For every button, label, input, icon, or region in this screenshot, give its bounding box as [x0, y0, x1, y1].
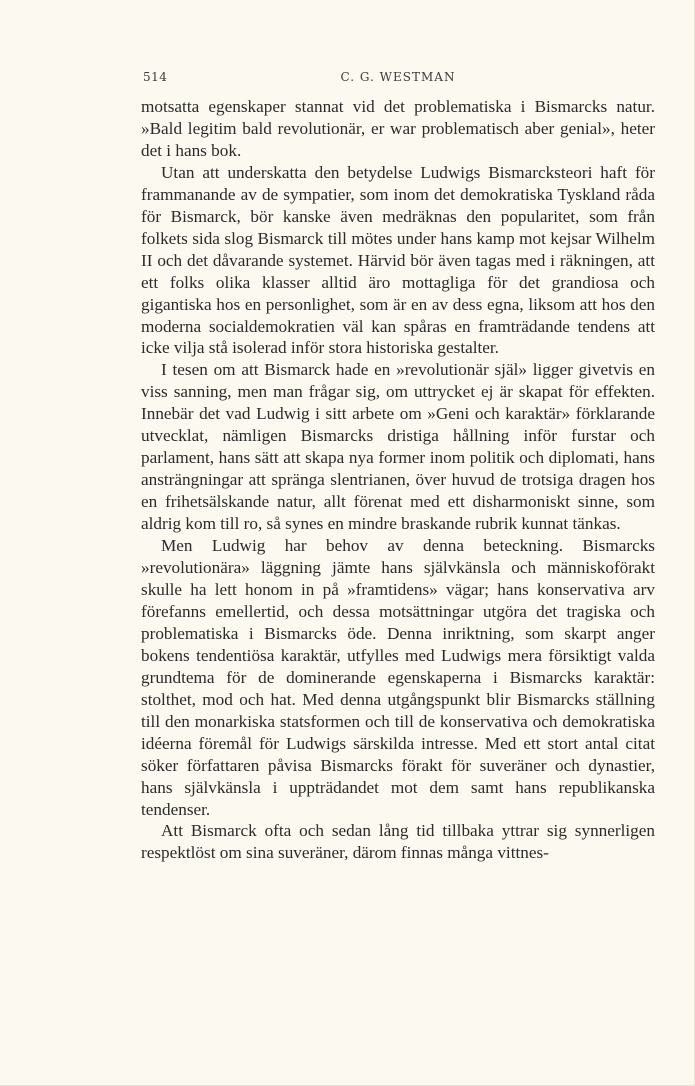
- paragraph: Utan att underskatta den betydelse Ludwigs Bismarcksteori haft för frammanande av de sympatier, som inom det demokratiska Tyskland råda för Bismarck, bör kanske även medräknas den popularitet, som från folkets sida slog Bismarck till mötes under hans kamp mot kejsar Wilhelm II och det dåvarande systemet. Härvid bör även tagas med i räkningen, att ett folks olika klasser alltid äro mottagliga för det grandiosa och gigantiska hos en personlighet, som är en av dess egna, liksom att hos den moderna socialdemokratien väl kan spåras en framträdande tendens att icke vilja stå isolerad inför stora historiska gestalter.: [141, 162, 655, 358]
- paragraph: Men Ludwig har behov av denna beteckning. Bismarcks »revolutionära» läggning jämte hans självkänsla och människoförakt skulle ha lett honom in på »framtidens» vägar; hans konservativa arv förefanns emellertid, och dessa motsättningar utgöra det tragiska och problematiska i Bismarcks öde. Denna inriktning, som skarpt anger bokens tendentiösa karaktär, utfylles med Ludwigs mera försiktigt valda grundtema för de dominerande egenskaperna i Bismarcks karaktär: stolthet, mod och hat. Med denna utgångspunkt blir Bismarcks ställning till den monarkiska statsformen och till de konservativa och demokratiska idéerna föremål för Ludwigs särskilda intresse. Med ett stort antal citat söker författaren påvisa Bismarcks förakt för suveräner och dynastier, hans självkänsla i uppträdandet mot dem samt hans republikanska tendenser.: [141, 536, 655, 819]
- paragraph: I tesen om att Bismarck hade en »revolutionär själ» ligger givetvis en viss sanning, men man frågar sig, om uttrycket ej är skapat för effekten. Innebär det vad Ludwig i sitt arbete om »Geni och karaktär» förklarande utvecklat, nämligen Bismarcks dristiga hållning inför furstar och parlament, hans sätt att skapa nya former inom politik och diplomati, hans ansträngningar att spränga slentrianen, över huvud de trotsiga dragen hos en frihetsälskande natur, allt förenat med ett disharmoniskt sinne, som aldrig kom till ro, så synes en mindre braskande rubrik kunnat tänkas.: [141, 360, 655, 534]
- paragraph: motsatta egenskaper stannat vid det problematiska i Bismarcks natur. »Bald legitim bald revolutionär, er war problematisch aber genial», heter det i hans bok.: [141, 97, 655, 160]
- body-text: [141, 96, 655, 864]
- page-number: 514: [143, 70, 168, 84]
- running-head: [141, 70, 655, 90]
- running-title: C. G. WESTMAN: [340, 70, 456, 84]
- paragraph: Att Bismarck ofta och sedan lång tid tillbaka yttrar sig synnerligen respektlöst om sina suveräner, därom finnas många vittnes-: [141, 821, 655, 863]
